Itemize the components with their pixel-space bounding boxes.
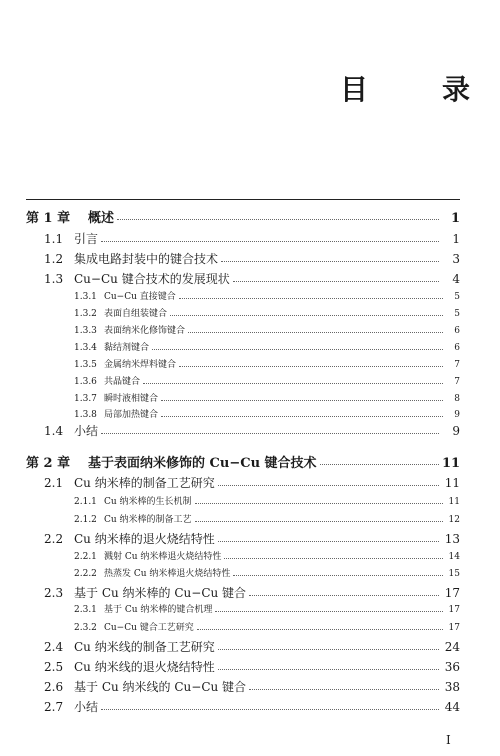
dot-leader — [179, 366, 443, 367]
toc-entry-page: 3 — [452, 252, 460, 266]
toc-entry-number: 2.1.1 — [74, 497, 97, 507]
toc-entry-page: 6 — [454, 326, 460, 336]
dot-leader — [218, 541, 439, 542]
toc-entry-page: 13 — [444, 532, 460, 546]
toc-entry-number: 1.3.3 — [74, 326, 97, 336]
toc-entry-section — [44, 678, 460, 695]
toc-entry-number: 2.3.2 — [74, 623, 97, 633]
toc-entry-sub — [74, 323, 460, 336]
toc-entry-title: Cu 纳米线的退火烧结特性 — [74, 660, 215, 674]
toc-entry-sub — [74, 494, 460, 507]
toc-entry-page: 9 — [452, 424, 460, 438]
toc-entry-sub — [74, 357, 460, 370]
toc-entry-number: 2.2.2 — [74, 569, 97, 579]
toc-entry-sub — [74, 340, 460, 353]
toc-entry-section — [44, 584, 460, 601]
toc-entry-page: 17 — [448, 623, 460, 633]
toc-entry-title: Cu 纳米棒的退火烧结特性 — [74, 532, 215, 546]
toc-entry-page: 11 — [444, 476, 460, 490]
toc-entry-title: Cu 纳米线的制备工艺研究 — [74, 640, 215, 654]
toc-entry-title: 金属纳米焊料键合 — [104, 360, 177, 370]
toc-entry-number: 1.3.1 — [74, 292, 97, 302]
toc-entry-section — [44, 698, 460, 715]
toc-entry-sub — [74, 407, 460, 420]
toc-entry-page: 17 — [448, 605, 460, 615]
toc-entry-number: 1.3.2 — [74, 309, 97, 319]
toc-entry-section — [44, 530, 460, 547]
toc-entry-page: 14 — [448, 552, 460, 562]
dot-leader — [161, 400, 443, 401]
dot-leader — [117, 219, 439, 220]
toc-entry-title: 基于表面纳米修饰的 Cu−Cu 键合技术 — [88, 456, 317, 471]
toc-entry-page: 1 — [452, 232, 460, 246]
toc-entry-sub — [74, 374, 460, 387]
toc-entry-title: 表面纳米化修饰键合 — [104, 326, 186, 336]
toc-entry-number: 第 1 章 — [26, 211, 71, 226]
toc-entry-title: Cu−Cu 键合技术的发展现状 — [74, 272, 230, 286]
top-rule — [26, 199, 460, 200]
dot-leader — [218, 649, 439, 650]
toc-entry-sub — [74, 620, 460, 633]
dot-leader — [170, 315, 443, 316]
toc-entry-section — [44, 230, 460, 247]
toc-entry-title: Cu 纳米棒的生长机制 — [104, 497, 192, 507]
toc-entry-number: 1.3 — [44, 272, 64, 286]
toc-entry-title: 溅射 Cu 纳米棒退火烧结特性 — [104, 552, 222, 562]
toc-entry-sub — [74, 602, 460, 615]
toc-entry-page: 7 — [454, 360, 460, 370]
toc-entry-number: 1.1 — [44, 232, 64, 246]
toc-entry-page: 11 — [442, 456, 460, 471]
toc-entry-section — [44, 658, 460, 675]
page-title — [340, 68, 470, 108]
dot-leader — [221, 261, 439, 262]
toc-entry-number: 2.5 — [44, 660, 64, 674]
toc-entry-title: 瞬时液相键合 — [104, 394, 159, 404]
toc-entry-number: 2.3 — [44, 586, 64, 600]
toc-entry-page: 1 — [450, 211, 460, 226]
toc-entry-page: 17 — [444, 586, 460, 600]
dot-leader — [215, 611, 443, 612]
dot-leader — [152, 349, 443, 350]
dot-leader — [161, 416, 443, 417]
toc-entry-sub — [74, 391, 460, 404]
toc-entry-page: 6 — [454, 343, 460, 353]
toc-entry-title: Cu 纳米棒的制备工艺 — [104, 515, 192, 525]
toc-entry-number: 1.3.8 — [74, 410, 97, 420]
page-number: I — [446, 733, 451, 747]
toc-entry-title: 集成电路封装中的键合技术 — [74, 252, 219, 266]
toc-entry-title: Cu 纳米棒的制备工艺研究 — [74, 476, 215, 490]
toc-entry-section — [44, 250, 460, 267]
toc-entry-sub — [74, 289, 460, 302]
toc-entry-number: 2.2.1 — [74, 552, 97, 562]
toc-entry-title: Cu−Cu 直接键合 — [104, 292, 176, 302]
toc-entry-number: 2.7 — [44, 700, 64, 714]
dot-leader — [233, 575, 443, 576]
toc-entry-number: 1.2 — [44, 252, 64, 266]
toc-entry-number: 1.3.7 — [74, 394, 97, 404]
dot-leader — [218, 669, 439, 670]
toc-entry-page: 8 — [454, 394, 460, 404]
toc-entry-section — [44, 474, 460, 491]
toc-entry-number: 第 2 章 — [26, 456, 71, 471]
dot-leader — [101, 241, 439, 242]
dot-leader — [188, 332, 443, 333]
toc-entry-number: 1.3.5 — [74, 360, 97, 370]
toc-entry-number: 1.4 — [44, 424, 64, 438]
dot-leader — [195, 503, 443, 504]
toc-entry-page: 11 — [448, 497, 460, 507]
toc-entry-section — [44, 638, 460, 655]
toc-entry-sub — [74, 549, 460, 562]
toc-entry-page: 24 — [444, 640, 460, 654]
toc-entry-title: 概述 — [88, 211, 115, 226]
toc-entry-number: 2.2 — [44, 532, 64, 546]
toc-entry-page: 9 — [454, 410, 460, 420]
toc-entry-sub — [74, 306, 460, 319]
toc-entry-number: 1.3.6 — [74, 377, 97, 387]
toc-entry-title: 热蒸发 Cu 纳米棒退火烧结特性 — [104, 569, 231, 579]
toc-entry-title: 小结 — [74, 424, 99, 438]
toc-entry-section — [44, 422, 460, 439]
toc-entry-page: 38 — [444, 680, 460, 694]
toc-entry-page: 4 — [452, 272, 460, 286]
toc-entry-chapter — [26, 452, 460, 471]
toc-entry-page: 5 — [454, 292, 460, 302]
toc-entry-page: 44 — [444, 700, 460, 714]
dot-leader — [249, 689, 439, 690]
toc-entry-number: 2.1 — [44, 476, 64, 490]
dot-leader — [224, 558, 443, 559]
toc-entry-title: 黏结剂键合 — [104, 343, 150, 353]
dot-leader — [197, 629, 443, 630]
dot-leader — [249, 595, 439, 596]
dot-leader — [101, 709, 439, 710]
toc-entry-sub — [74, 566, 460, 579]
toc-entry-page: 7 — [454, 377, 460, 387]
toc-entry-sub — [74, 512, 460, 525]
toc-entry-page: 5 — [454, 309, 460, 319]
toc-entry-title: 表面自组装键合 — [104, 309, 168, 319]
toc-entry-title: 小结 — [74, 700, 99, 714]
toc-entry-number: 2.6 — [44, 680, 64, 694]
toc-entry-number: 1.3.4 — [74, 343, 97, 353]
toc-entry-section — [44, 270, 460, 287]
dot-leader — [195, 521, 443, 522]
toc-entry-number: 2.4 — [44, 640, 64, 654]
title-char-2: 录 — [441, 73, 470, 106]
toc-entry-title: 基于 Cu 纳米棒的 Cu−Cu 键合 — [74, 586, 247, 600]
toc-entry-page: 36 — [444, 660, 460, 674]
title-char-1: 目 — [340, 73, 369, 106]
dot-leader — [218, 485, 439, 486]
toc-entry-title: 基于 Cu 纳米线的 Cu−Cu 键合 — [74, 680, 247, 694]
toc-entry-number: 2.1.2 — [74, 515, 97, 525]
toc-entry-title: 局部加热键合 — [104, 410, 159, 420]
toc-entry-title: Cu−Cu 键合工艺研究 — [104, 623, 194, 633]
toc-entry-title: 基于 Cu 纳米棒的键合机理 — [104, 605, 213, 615]
toc-entry-chapter — [26, 207, 460, 226]
toc-entry-page: 12 — [448, 515, 460, 525]
toc-entry-number: 2.3.1 — [74, 605, 97, 615]
dot-leader — [320, 464, 439, 465]
toc-entry-page: 15 — [448, 569, 460, 579]
dot-leader — [179, 298, 443, 299]
dot-leader — [143, 383, 443, 384]
dot-leader — [233, 281, 439, 282]
toc-entry-title: 引言 — [74, 232, 99, 246]
toc-entry-title: 共晶键合 — [104, 377, 141, 387]
dot-leader — [101, 433, 439, 434]
